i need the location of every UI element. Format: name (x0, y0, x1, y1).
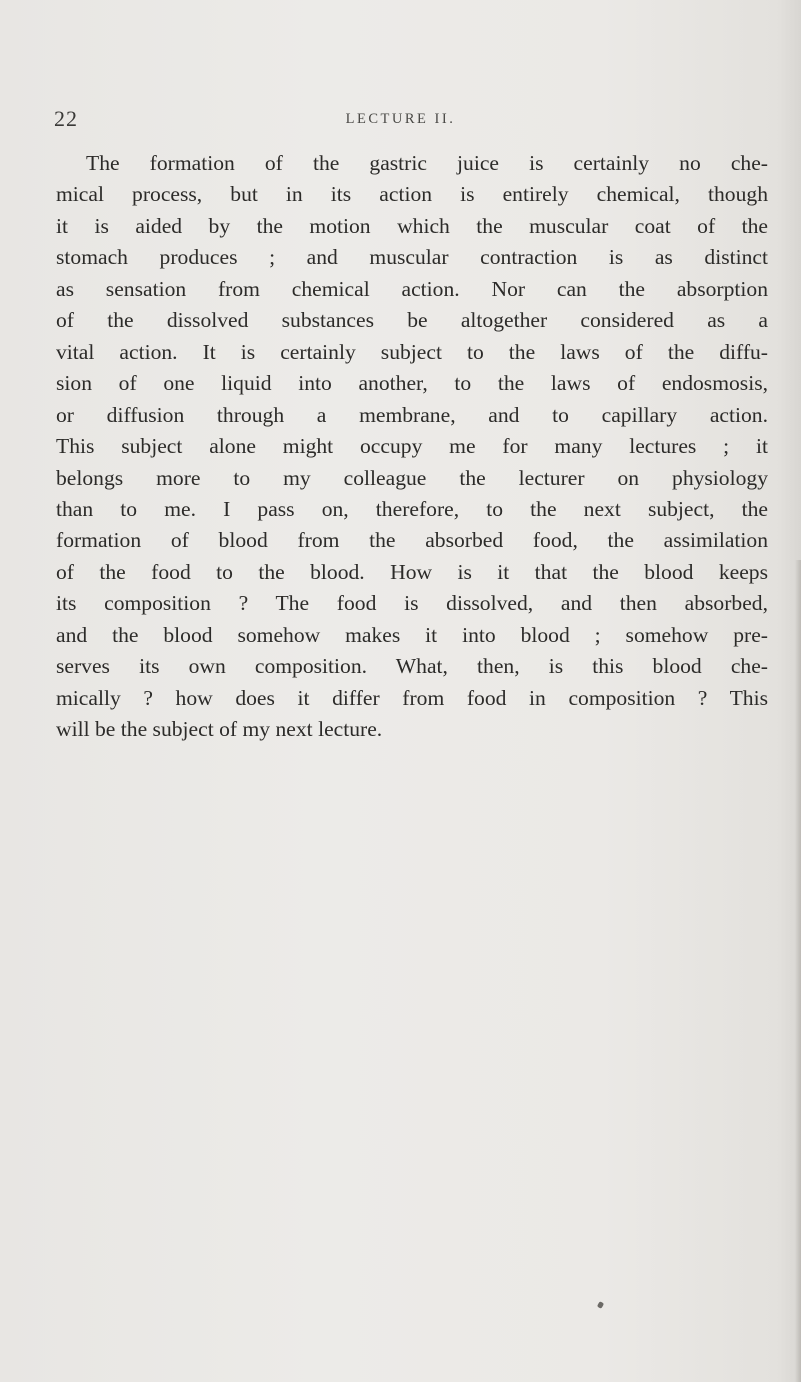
text-line: than to me. I pass on, therefore, to the next subject, the (56, 496, 768, 521)
text-line: This subject alone might occupy me for many lectures ; it (56, 434, 768, 459)
page-number: 22 (54, 106, 78, 131)
text-line: mical process, but in its action is entirely chemical, though (56, 182, 768, 207)
text-line: of the dissolved substances be altogether considered as a (56, 308, 768, 333)
text-line: its composition ? The food is dissolved, and then absorbed, (56, 591, 768, 616)
text-line: and the blood somehow makes it into blood ; somehow pre- (56, 622, 768, 647)
running-head: LECTURE II. (345, 111, 456, 127)
text-line: formation of blood from the absorbed food, the assimilation (56, 528, 768, 553)
text-line: belongs more to my colleague the lecturer on physiology (56, 465, 768, 490)
text-line: or diffusion through a membrane, and to capillary action. (56, 402, 768, 427)
text-line: vital action. It is certainly subject to the laws of the diffu- (56, 339, 768, 364)
page-edge-shadow (795, 560, 801, 1382)
body-paragraph (56, 148, 768, 746)
text-line: The formation of the gastric juice is certainly no che- (86, 151, 768, 175)
text-line: will be the subject of my next lecture. (56, 717, 383, 742)
text-line: mically ? how does it differ from food in composition ? This (56, 685, 768, 710)
text-line: stomach produces ; and muscular contraction is as distinct (56, 245, 768, 270)
text-line: sion of one liquid into another, to the laws of endosmosis, (56, 371, 768, 396)
text-line: serves its own composition. What, then, is this blood che- (56, 654, 768, 679)
ink-speck (597, 1301, 604, 1309)
text-line: of the food to the blood. How is it that the blood keeps (56, 559, 768, 584)
text-line: as sensation from chemical action. Nor can the absorption (56, 276, 768, 301)
text-line: it is aided by the motion which the muscular coat of the (56, 213, 768, 238)
